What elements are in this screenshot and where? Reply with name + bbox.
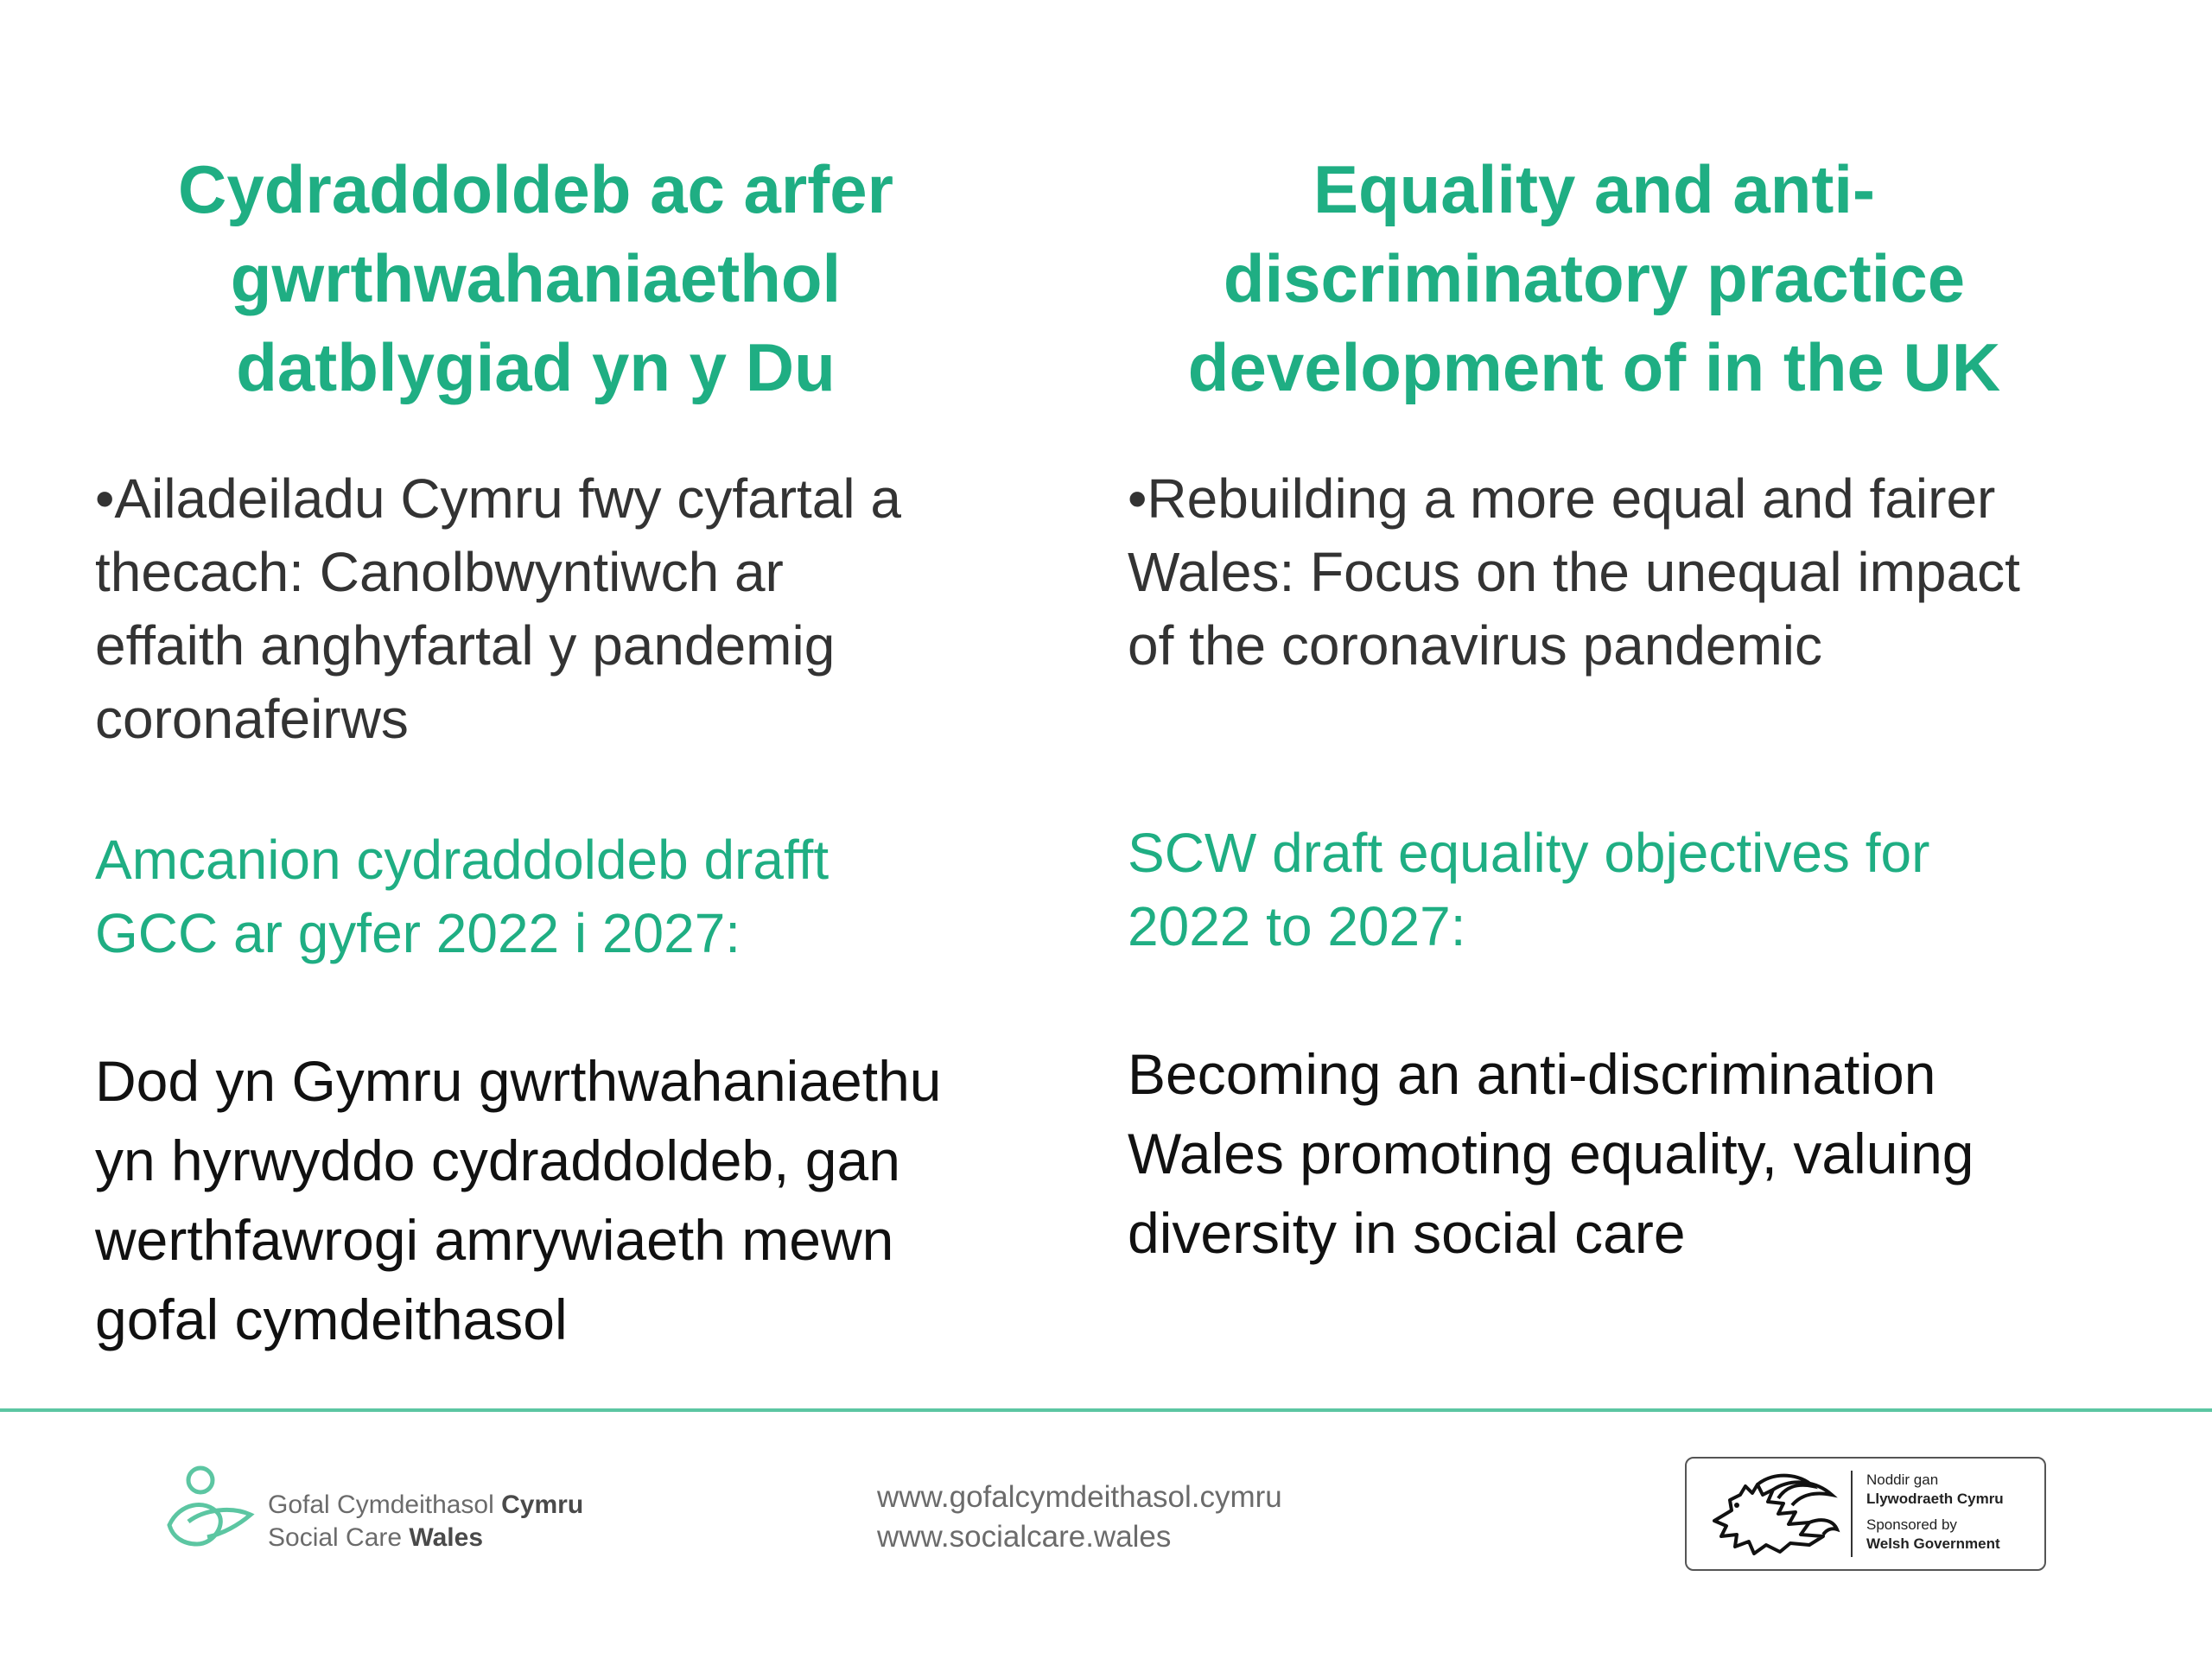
english-website-link[interactable]: www.socialcare.wales: [877, 1520, 1172, 1554]
social-care-wales-logo: [162, 1465, 646, 1568]
welsh-bullet-text: •Ailadeiladu Cymru fwy cyfartal a thecach: Canolbwyntiwch ar effaith anghyfartal y pandemig coronafeirws: [95, 467, 901, 750]
sponsor-welsh-org: Llywodraeth Cymru: [1866, 1491, 2004, 1507]
welsh-objectives-heading: Amcanion cydraddoldeb drafft GCC ar gyfer 2022 i 2027:: [95, 829, 830, 964]
logo-line-english: Social Care Wales: [268, 1523, 483, 1552]
english-objective-text: Becoming an anti-discrimination Wales promoting equality, valuing diversity in social care: [1128, 1042, 1974, 1265]
sponsor-english-org: Welsh Government: [1866, 1535, 2000, 1552]
english-title: Equality and anti- discriminatory practice development of in the UK: [1187, 151, 2001, 405]
logo-line-welsh: Gofal Cymdeithasol Cymru: [268, 1491, 584, 1519]
sponsor-welsh-label: Noddir gan: [1866, 1471, 1939, 1488]
welsh-title: Cydraddoldeb ac arfer gwrthwahaniaethol datblygiad yn y Du: [178, 151, 893, 405]
english-objectives-heading: SCW draft equality objectives for 2022 to 2027:: [1128, 822, 1930, 957]
english-bullet-text: •Rebuilding a more equal and fairer Wales: Focus on the unequal impact of the coronavirus pandemic: [1128, 467, 2020, 677]
welsh-government-sponsor-badge: [1685, 1457, 2046, 1571]
social-care-wales-logo-mark: [162, 1465, 257, 1560]
footer-urls: [877, 1478, 1282, 1557]
welsh-website-link[interactable]: www.gofalcymdeithasol.cymru: [877, 1480, 1282, 1514]
welsh-dragon-icon: [1706, 1469, 1844, 1560]
footer-divider: [0, 1408, 2212, 1412]
sponsor-english-label: Sponsored by: [1866, 1516, 1957, 1533]
welsh-objective-text: Dod yn Gymru gwrthwahaniaethu yn hyrwyddo cydraddoldeb, gan werthfawrogi amrywiaeth mewn gofal cymdeithasol: [95, 1049, 942, 1351]
badge-separator: [1851, 1471, 1853, 1557]
